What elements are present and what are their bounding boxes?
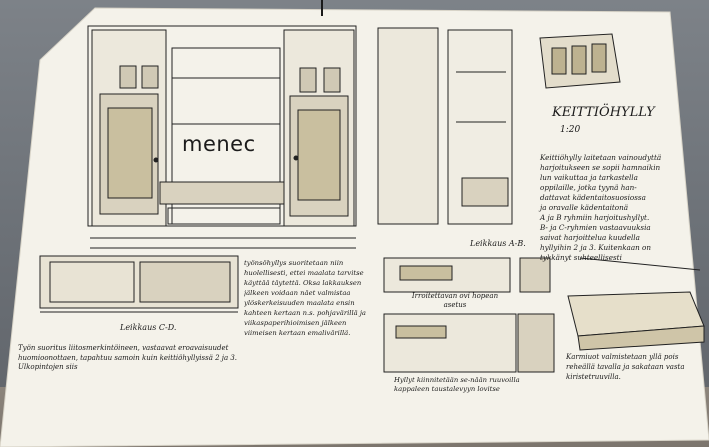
bottom-left-text [18, 344, 240, 394]
bottom-right-paragraph: Karmiuot valmistetaan yllä pois reheällä tavalla ja sakataan vasta kiristetruuvilla. [566, 353, 685, 381]
hanging-cord [318, 0, 326, 16]
poster-scale: 1:20 [560, 125, 581, 135]
intro-line: Keittiöhylly laitetaan vainoudyttä [540, 153, 662, 162]
caption-shelf-boards-text: Hyllyt kiinnitetään se-nään ruuvoilla kappaleen taustalevyyn lovitse [394, 376, 520, 393]
intro-line: lun vaikuttaa ja tarkastella [540, 173, 638, 182]
intro-line: B- ja C-ryhmien vastaavuuksia [540, 223, 651, 232]
bottom-right-text [566, 352, 706, 392]
caption-removable-door [400, 292, 510, 316]
caption-section-ab: Leikkaus A-B. [470, 239, 526, 248]
intro-line: ja oravalle kädentaitonä [540, 203, 629, 212]
intro-line: tykkänyt suhteellisesti [540, 253, 622, 262]
bottom-mid-text [244, 258, 374, 394]
caption-shelf-boards [394, 376, 524, 410]
poster-title: KEITTIÖHYLLY [552, 105, 655, 120]
perspective-sketch [540, 34, 620, 88]
bottom-mid-paragraph: työnsöhyllys suoritetaan niin huolellisesti, ettei maalata tarvitse käyttää täytettä. Oksa lakkauksen jälkeen voidaan näet valmistaa ylöskerkeisuuden maalata ensin kahteen kertaan n.s. pohjavärillä ja viikaspaperihioimisen jälkeen viimeisen kertaan emalivärillä. [244, 259, 366, 337]
overlay-label: menec [182, 132, 256, 156]
intro-line: harjoitukseen se sopii hamnaikin [540, 163, 661, 172]
intro-line: saivat harjoittelua kuudella [540, 233, 640, 242]
intro-line: A ja B ryhmiin harjoitushyllyt. [540, 213, 650, 222]
bottom-left-paragraph: Työn suoritus liitosmerkintöineen, vastaavat eroavaisuudet huomioonottaen, tapahtuu samoin kuin keittiöhyllyissä 2 ja 3. Ulkopintojen siis [18, 344, 238, 371]
caption-removable-door-text: Irroitettavan ovi hopean asetus [411, 292, 499, 309]
intro-line: oppilaille, jotka tyynä han- [540, 183, 637, 192]
intro-line: dattavat kädentaitosuosiossa [540, 193, 646, 202]
intro-line: hyllyihin 2 ja 3. Kuitenkaan on [540, 243, 651, 252]
section-cd [40, 256, 238, 312]
caption-section-cd: Leikkaus C-D. [120, 323, 177, 332]
